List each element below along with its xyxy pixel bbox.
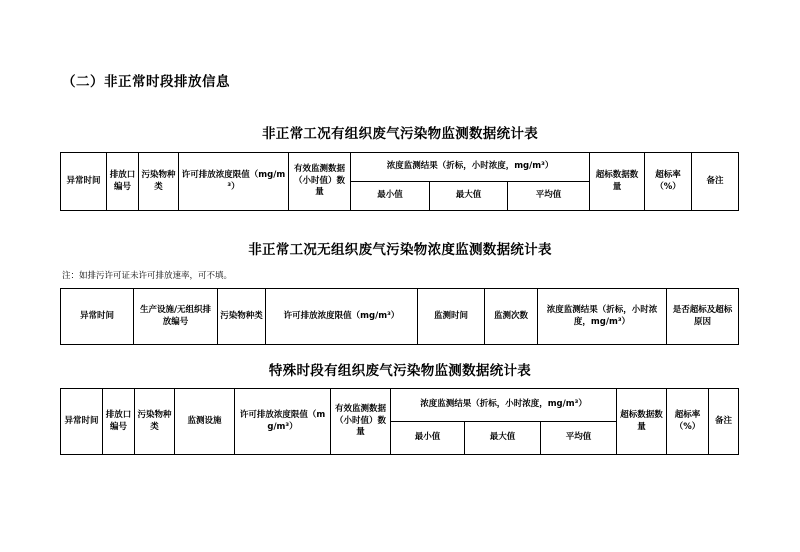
- t1-header-remark: 备注: [692, 153, 739, 211]
- t3-header-exceed-count: 超标数据数量: [617, 389, 667, 455]
- t2-header-limit: 许可排放浓度限值（mg/m³）: [266, 289, 418, 345]
- t2-header-result: 浓度监测结果（折标，小时浓度，mg/m³）: [538, 289, 667, 345]
- table2: [60, 288, 739, 345]
- t2-header-exceed-reason: 是否超标及超标原因: [667, 289, 739, 345]
- t1-header-valid-count: 有效监测数据（小时值）数量: [289, 153, 351, 211]
- t3-header-max: 最大值: [465, 422, 541, 455]
- t3-header-exceed-rate: 超标率（%）: [667, 389, 709, 455]
- t1-header-result: 浓度监测结果（折标，小时浓度，mg/m³）: [351, 153, 590, 182]
- t3-header-result: 浓度监测结果（折标，小时浓度，mg/m³）: [391, 389, 617, 422]
- t3-header-abnormal-time: 异常时间: [61, 389, 103, 455]
- t1-header-outlet-no: 排放口编号: [107, 153, 139, 211]
- t2-header-facility-no: 生产设施/无组织排放编号: [134, 289, 218, 345]
- section-title: （二）非正常时段排放信息: [62, 74, 230, 90]
- t2-header-pollutant: 污染物种类: [218, 289, 266, 345]
- table2-title: 非正常工况无组织废气污染物浓度监测数据统计表: [248, 242, 552, 258]
- t3-header-remark: 备注: [709, 389, 739, 455]
- t1-header-avg: 平均值: [508, 182, 590, 211]
- t1-header-limit: 许可排放浓度限值（mg/m³）: [179, 153, 289, 211]
- t1-header-exceed-count: 超标数据数量: [590, 153, 645, 211]
- t1-header-pollutant: 污染物种类: [139, 153, 179, 211]
- t2-header-monitor-time: 监测时间: [418, 289, 485, 345]
- t1-header-abnormal-time: 异常时间: [61, 153, 107, 211]
- table1: [60, 152, 739, 211]
- t2-header-abnormal-time: 异常时间: [61, 289, 134, 345]
- t3-header-facility: 监测设施: [175, 389, 235, 455]
- t1-header-exceed-rate: 超标率（%）: [645, 153, 692, 211]
- table1-title: 非正常工况有组织废气污染物监测数据统计表: [262, 126, 538, 142]
- table3-title: 特殊时段有组织废气污染物监测数据统计表: [268, 363, 532, 379]
- t3-header-min: 最小值: [391, 422, 465, 455]
- table3: [60, 388, 739, 455]
- t1-header-min: 最小值: [351, 182, 430, 211]
- table2-note: 注：如排污许可证未许可排放速率，可不填。: [62, 271, 233, 281]
- t1-header-max: 最大值: [430, 182, 508, 211]
- t2-header-monitor-count: 监测次数: [485, 289, 538, 345]
- t3-header-limit: 许可排放浓度限值（mg/m³）: [235, 389, 331, 455]
- t3-header-valid-count: 有效监测数据（小时值）数量: [331, 389, 391, 455]
- t3-header-pollutant: 污染物种类: [135, 389, 175, 455]
- t3-header-outlet-no: 排放口编号: [103, 389, 135, 455]
- t3-header-avg: 平均值: [541, 422, 617, 455]
